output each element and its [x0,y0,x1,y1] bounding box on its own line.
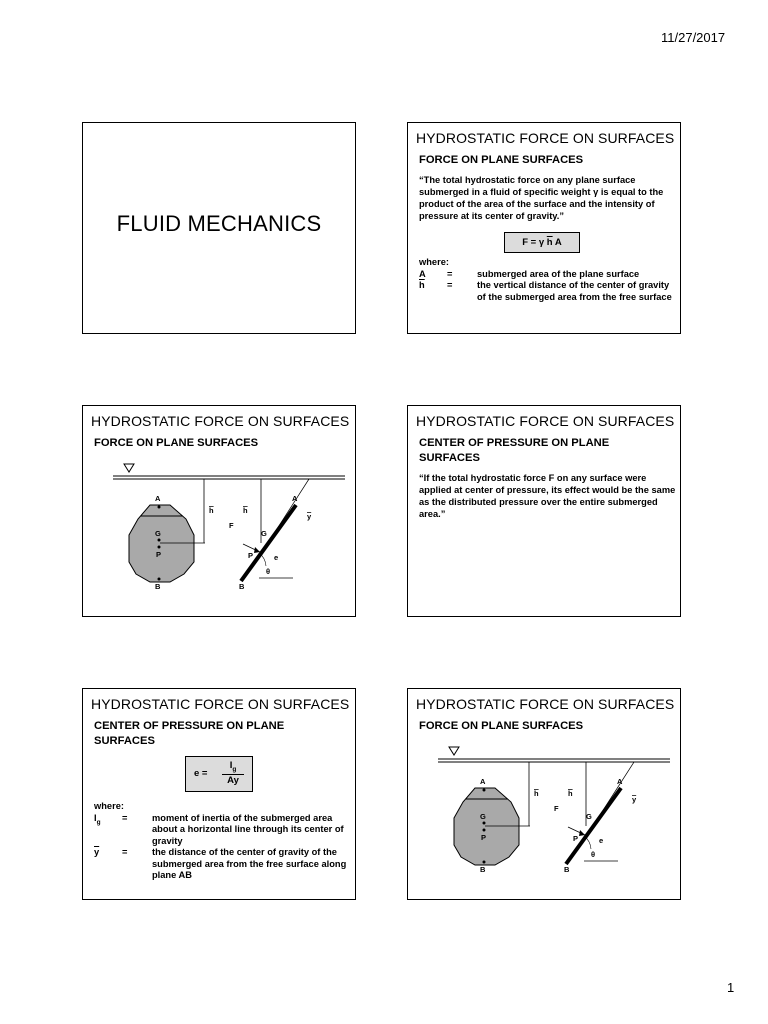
label-b-left: B [480,865,486,874]
label-a-left: A [155,494,161,503]
formula-box [185,756,253,792]
def-symbol: $\overline{y}$ [94,847,100,857]
water-level-icon [449,747,459,755]
label-hbar-1: h [209,506,214,515]
slide-title: HYDROSTATIC FORCE ON SURFACES [91,696,350,712]
definitions [94,801,356,882]
slide-subtitle: FORCE ON PLANE SURFACES [94,437,259,449]
label-a-left: A [480,777,486,786]
plane-area-shape [129,505,194,582]
where-label: where: [419,257,449,267]
definition-row [419,280,681,303]
label-ybar: y [632,795,637,804]
def-eq: = [122,812,128,823]
slide-4 [407,405,681,617]
label-theta: θ [591,850,596,859]
label-b-left: B [155,582,161,591]
def-text: submerged area of the plane surface [477,268,640,279]
quote-text: “The total hydrostatic force on any plane surface submerged in a fluid of specific weight γ is equal to the product of the area of the surface and the intensity of pressure at its center of gravity.” [419,175,664,221]
def-symbol: $\overline{h}$ [419,280,425,290]
slide-title: HYDROSTATIC FORCE ON SURFACES [416,130,675,146]
slide-subtitle: CENTER OF PRESSURE ON PLANE SURFACES [419,437,610,464]
where-label: where: [94,801,124,811]
quote-text: “If the total hydrostatic force F on any surface were applied at center of pressure, its effect would be the same as the distributed pressure over the entire submerged area.” [419,473,676,519]
slide-5 [82,688,356,900]
label-a-right: A [617,777,623,786]
def-symbol-sub: g [96,818,101,826]
label-hbar-1: h [534,789,539,798]
page-number: 1 [727,980,735,995]
slide-6 [407,688,681,900]
formula-num-sub: g [232,765,237,773]
free-surface [113,464,345,479]
definition-row [94,813,356,848]
formula-box [504,232,580,253]
plane-surface-diagram [83,406,356,617]
def-eq: = [447,280,453,290]
date-stamp: 11/27/2017 [661,30,726,45]
def-text: the vertical distance of the center of gravity of the submerged area from the free surface [477,280,672,302]
slide-2 [407,122,681,334]
definition-row [94,847,356,882]
label-b-right: B [239,582,245,591]
label-hbar-2: h [243,506,248,515]
def-text: moment of inertia of the submerged area about a horizontal line through its center of gravity [152,812,344,846]
formula-denominator: Ay [227,775,239,786]
definitions [419,257,681,303]
def-text: the distance of the center of gravity of the submerged area from the free surface along plane AB [152,847,347,880]
slide-title: HYDROSTATIC FORCE ON SURFACES [416,696,675,712]
plane-area-shape [454,788,519,865]
def-symbol: A [419,268,426,279]
slide-title: FLUID MECHANICS [116,211,322,236]
label-e: e [274,553,279,562]
label-p-2: P [573,834,579,843]
slide-3 [82,405,356,617]
slide-subtitle: FORCE ON PLANE SURFACES [419,154,584,166]
formula-hbar: $\overline{h}$ [546,237,553,248]
label-g: G [155,529,161,538]
formula-num: I [229,760,233,771]
formula-lhs: e = [194,768,208,779]
label-b-right: B [564,865,570,874]
label-f: F [229,521,234,530]
label-a-right: A [292,494,298,503]
label-ybar: y [307,512,312,521]
water-level-icon [124,464,134,472]
formula-right: A [552,237,562,248]
def-symbol [94,813,122,848]
slide-subtitle: FORCE ON PLANE SURFACES [419,720,584,732]
label-hbar-2: h [568,789,573,798]
label-g: G [480,812,486,821]
slide-1 [82,122,356,334]
label-f: F [554,804,559,813]
slide-title: HYDROSTATIC FORCE ON SURFACES [416,413,675,429]
slide-subtitle: CENTER OF PRESSURE ON PLANE SURFACES [94,720,285,747]
label-g-2: G [586,812,592,821]
label-p: P [481,833,487,842]
free-surface [438,747,670,762]
def-eq: = [122,847,128,857]
label-theta: θ [266,567,271,576]
label-p: P [156,550,162,559]
label-e: e [599,836,604,845]
label-p-2: P [248,551,254,560]
formula-left: F = γ [522,237,547,248]
label-g-2: G [261,529,267,538]
plane-surface-diagram [408,689,681,900]
slide-title: HYDROSTATIC FORCE ON SURFACES [91,413,350,429]
def-eq: = [447,268,453,279]
definition-row [419,269,681,281]
formula-numerator [222,760,244,773]
def-symbol-main: I [94,812,97,823]
